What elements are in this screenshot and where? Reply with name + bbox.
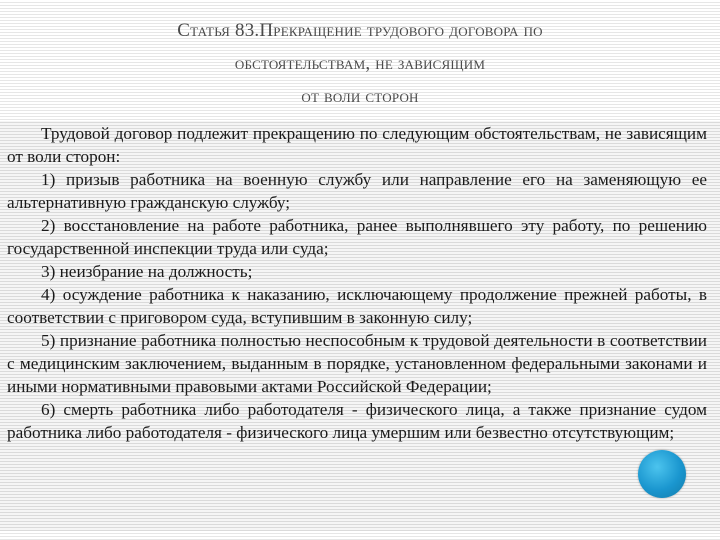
- list-item-5: 5) признание работника полностью неспособным к трудовой деятельности в соответствии с медицинским заключением, выданным в порядке, установленном федеральными законами и иными нормативными правовыми актами Российской Федерации;: [7, 331, 707, 396]
- list-item-3: 3) неизбрание на должность;: [41, 262, 253, 281]
- title-line-2: обстоятельствам, не зависящим: [234, 53, 486, 74]
- slide-title: [0, 14, 720, 113]
- list-item-1: 1) призыв работника на военную службу или направление его на заменяющую ее альтернативную гражданскую службу;: [7, 170, 707, 212]
- list-item-4: 4) осуждение работника к наказанию, исключающему продолжение прежней работы, в соответствии с приговором суда, вступившим в законную силу;: [7, 285, 707, 327]
- article-body: [7, 122, 707, 444]
- title-line-1: Статья 83.Прекращение трудового договора по: [177, 20, 543, 41]
- list-item-2: 2) восстановление на работе работника, ранее выполнявшего эту работу, по решению государственной инспекции труда или суда;: [7, 216, 707, 258]
- intro-paragraph: Трудовой договор подлежит прекращению по следующим обстоятельствам, не зависящим от воли сторон:: [7, 124, 707, 166]
- decorative-circle-icon: [638, 450, 686, 498]
- list-item-6: 6) смерть работника либо работодателя - физического лица, а также признание судом работника либо работодателя - физического лица умершим или безвестно отсутствующим;: [7, 400, 707, 442]
- title-line-3: от воли сторон: [301, 86, 419, 107]
